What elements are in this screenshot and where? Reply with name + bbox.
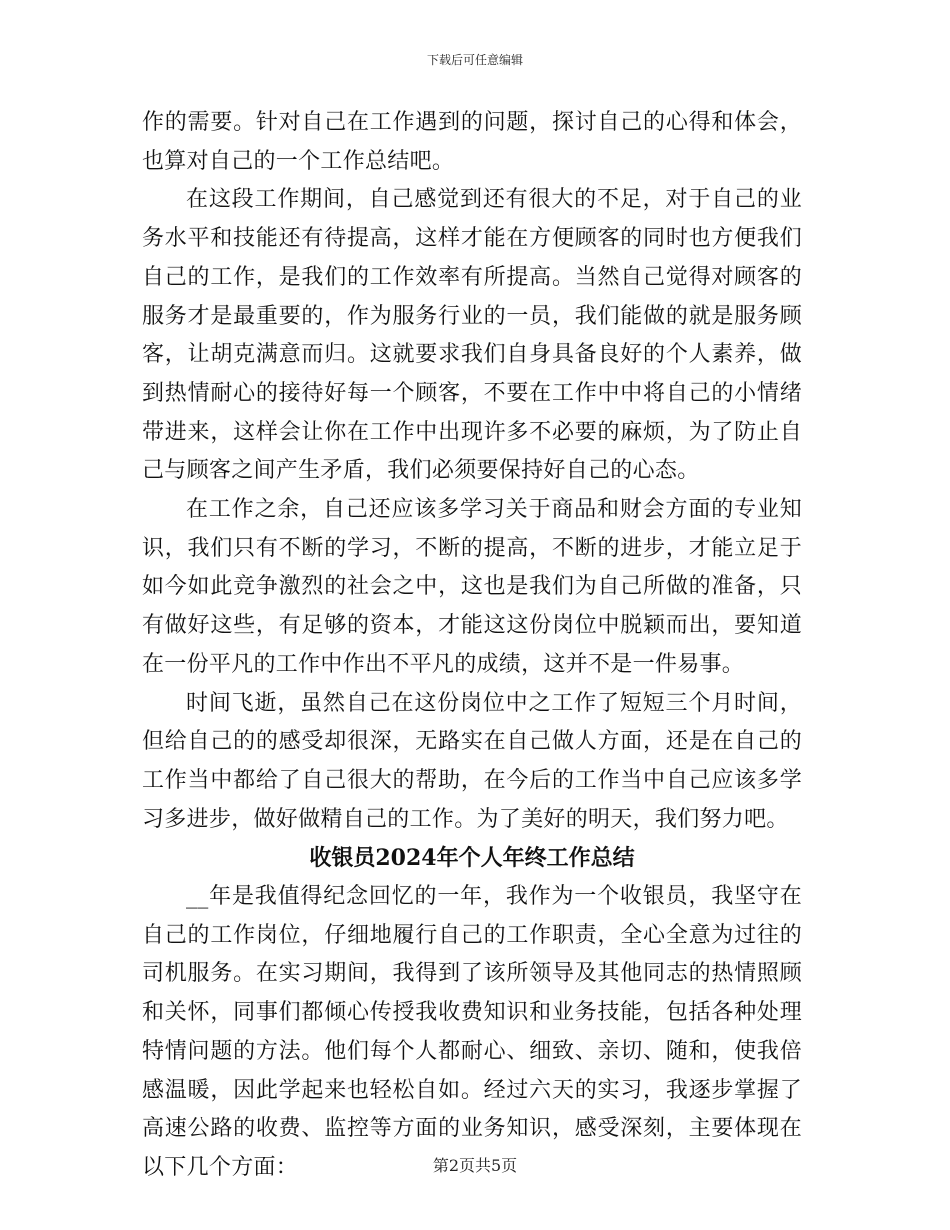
document-body [142, 104, 802, 1188]
paragraph: __年是我值得纪念回忆的一年，我作为一个收银员，我坚守在自己的工作岗位，仔细地履行自己的工作职责，全心全意为过往的司机服务。在实习期间，我得到了该所领导及其他同志的热情照顾和关怀，同事们都倾心传授我收费知识和业务技能，包括各种处理特情问题的方法。他们每个人都耐心、细致、亲切、随和，使我倍感温暖，因此学起来也轻松自如。经过六天的实习，我逐步掌握了高速公路的收费、监控等方面的业务知识，感受深刻，主要体现在以下几个方面： [142, 884, 802, 1180]
paragraph-continuation: 作的需要。针对自己在工作遇到的问题，探讨自己的心得和体会，也算对自己的一个工作总结吧。 [142, 110, 802, 174]
page-number: 第2页共5页 [432, 1156, 518, 1175]
paragraph: 在工作之余，自己还应该多学习关于商品和财会方面的专业知识，我们只有不断的学习，不断的提高，不断的进步，才能立足于如今如此竞争激烈的社会之中，这也是我们为自己所做的准备，只有做好这些，有足够的资本，才能这这份岗位中脱颖而出，要知道在一份平凡的工作中作出不平凡的成绩，这并不是一件易事。 [142, 497, 802, 677]
paragraph: 在这段工作期间，自己感觉到还有很大的不足，对于自己的业务水平和技能还有待提高，这样才能在方便顾客的同时也方便我们自己的工作，是我们的工作效率有所提高。当然自己觉得对顾客的服务才是最重要的，作为服务行业的一员，我们能做的就是服务顾客，让胡克满意而归。这就要求我们自身具备良好的个人素养，做到热情耐心的接待好每一个顾客，不要在工作中中将自己的小情绪带进来，这样会让你在工作中出现许多不必要的麻烦，为了防止自己与顾客之间产生矛盾，我们必须要保持好自己的心态。 [142, 187, 802, 484]
section-title: 收银员2024年个人年终工作总结 [309, 845, 635, 872]
paragraph: 时间飞逝，虽然自己在这份岗位中之工作了短短三个月时间，但给自己的的感受却很深，无路实在自己做人方面，还是在自己的工作当中都给了自己很大的帮助，在今后的工作当中自己应该多学习多进步，做好做精自己的工作。为了美好的明天，我们努力吧。 [142, 690, 802, 832]
header-note: 下载后可任意编辑 [426, 53, 523, 67]
